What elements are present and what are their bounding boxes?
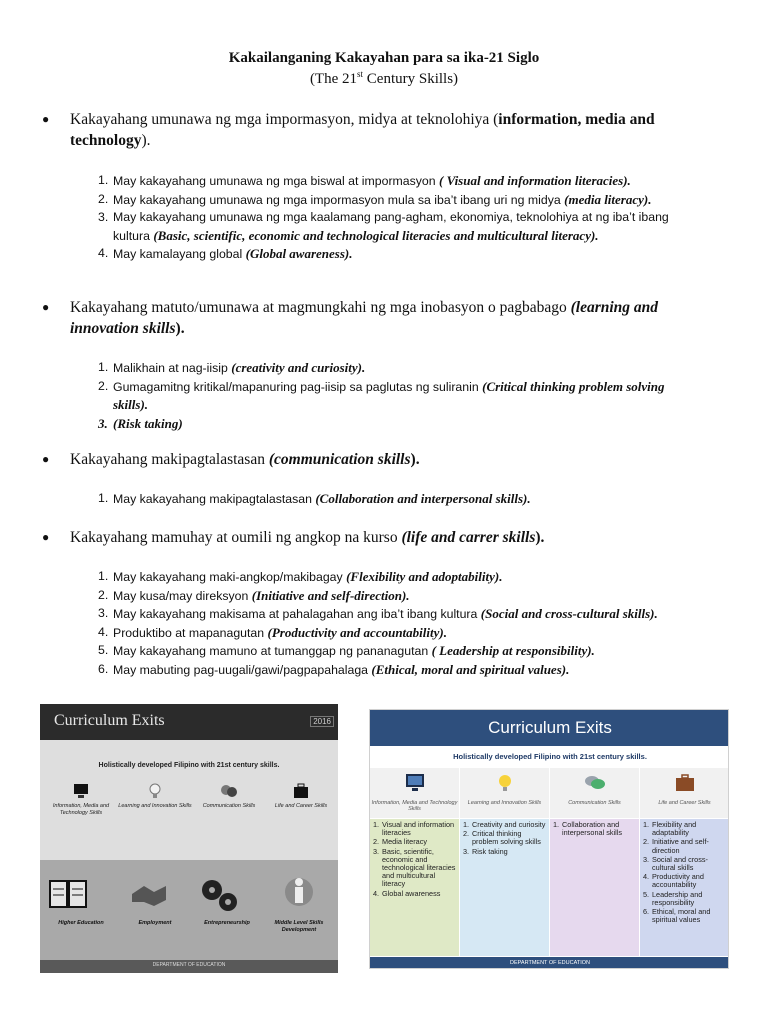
column-item-text: Ethical, moral and spiritual values [652, 907, 711, 925]
column-item-number: 2. [643, 837, 650, 847]
list-section-2 [98, 359, 728, 433]
column-item [643, 838, 727, 854]
column-item-text: Collaboration and interpersonal skills [562, 820, 623, 838]
column-item [643, 873, 727, 889]
column-item-text: Social and cross-cultural skills [652, 854, 708, 873]
figure-year-badge: 2016 [310, 716, 334, 727]
column-item-number: 1. [553, 820, 560, 829]
column-item-number: 4. [373, 888, 380, 898]
column-life-career [640, 768, 729, 956]
column-item-number: 6. [643, 907, 650, 917]
list-item: 6. May mabuting pag-uugali/gawi/pagpapahalaga (Ethical, moral and spiritual values). [98, 661, 570, 677]
gears-icon [200, 876, 240, 914]
column-item-text: Creativity and curiosity [472, 820, 546, 829]
column-item-text: Media literacy [382, 837, 428, 847]
speech-bubbles-icon [584, 772, 606, 794]
column-item [643, 821, 727, 837]
column-item [373, 838, 457, 846]
list-section-3 [98, 490, 728, 509]
figure-headline: Holistically developed Filipino with 21st century skills. [98, 762, 280, 769]
column-communication [550, 768, 639, 956]
exit-entrepreneurship: Entrepreneurship [204, 920, 250, 926]
figure-title: Curriculum Exits [54, 712, 165, 729]
column-item-number: 1. [643, 820, 650, 829]
section-heading: Kakayahang makipagtalastasan (communication skills). [70, 451, 420, 468]
column-item-number: 5. [643, 889, 650, 899]
column-information-media [370, 768, 459, 956]
list-item: 2. May kakayahang umunawa ng mga impormasyon mula sa iba’t ibang uri ng midya (media literacy). [98, 191, 652, 207]
bullet-icon: ● [42, 530, 50, 544]
list-item: 3. May kakayahang makisama at pahalagahan ang iba’t ibang kultura (Social and cross-cultural skills). [98, 606, 658, 621]
column-item-number: 3. [643, 854, 650, 864]
column-item [643, 856, 727, 872]
section-communication [42, 449, 722, 470]
section-heading: Kakayahang umunawa ng mga impormasyon, midya at teknolohiya (information, media and technology). [70, 111, 655, 149]
column-items [550, 819, 639, 956]
curriculum-exits-gray-figure [40, 704, 338, 973]
list-item: 3. May kakayahang umunawa ng mga kaalamang pang-agham, ekonomiya, teknolohiya at ng iba’t ibang kultura (Basic, scientific, economic and technological literacies and multicultural literacy). [98, 210, 669, 243]
bullet-icon: ● [42, 112, 50, 126]
column-item-number: 1. [373, 820, 380, 829]
section-learning-innovation [42, 297, 722, 339]
column-item [643, 891, 727, 907]
list-item: 4. Produktibo at mapanagutan (Productivity and accountability). [98, 624, 447, 640]
computer-icon [404, 772, 426, 794]
column-item [463, 848, 547, 856]
column-item-text: Initiative and self-direction [652, 837, 709, 855]
exit-employment: Employment [138, 920, 172, 926]
list-item: 1. May kakayahang maki-angkop/makibagay (Flexibility and adoptability). [98, 569, 503, 584]
list-item: 1. May kakayahang umunawa ng mga biswal at impormasyon ( Visual and information literacies). [98, 173, 631, 188]
column-header: Life and Career Skills [640, 768, 729, 818]
column-item-number: 2. [373, 837, 380, 847]
column-item-text: Global awareness [382, 888, 441, 898]
briefcase-icon [674, 772, 696, 794]
lightbulb-icon [494, 772, 516, 794]
list-item: 3. (Risk taking) [98, 415, 183, 431]
page-title: Kakailanganing Kakayahan para sa ika-21 Siglo [228, 50, 540, 66]
skill-life-career: Life and Career Skills [264, 782, 338, 810]
skill-information-media: Information, Media and Technology Skills [44, 782, 118, 816]
column-item-text: Risk taking [472, 846, 508, 856]
bullet-icon: ● [42, 300, 50, 314]
skill-learning-innovation: Learning and Innovation Skills [118, 782, 192, 810]
column-header: Learning and Innovation Skills [460, 768, 549, 818]
figure-footer: DEPARTMENT OF EDUCATION [370, 957, 729, 969]
column-item-number: 2. [463, 829, 470, 839]
list-item: 1. Malikhain at nag-iisip (creativity and curiosity). [98, 360, 366, 375]
book-icon [48, 877, 88, 911]
list-section-1 [98, 172, 728, 264]
list-item: 4. May kamalayang global (Global awareness). [98, 246, 353, 261]
list-item: 1. May kakayahang makipagtalastasan (Collaboration and interpersonal skills). [98, 491, 531, 506]
column-item [373, 890, 457, 898]
column-item [553, 821, 637, 837]
section-life-career [42, 527, 722, 548]
bullet-icon: ● [42, 452, 50, 466]
column-item [373, 821, 457, 837]
column-header: Information, Media and Technology Skills [370, 768, 459, 818]
computer-icon [72, 782, 90, 800]
column-learning-innovation [460, 768, 549, 956]
list-item: 2. Gumagamitng kritikal/mapanuring pag-iisip sa paglutas ng suliranin (Critical thinking problem solving skills). [98, 378, 665, 412]
lightbulb-icon [146, 782, 164, 800]
column-item-number: 4. [643, 872, 650, 882]
skill-communication: Communication Skills [192, 782, 266, 810]
briefcase-icon [292, 782, 310, 800]
speech-bubbles-icon [220, 782, 238, 800]
page-subtitle: (The 21st Century Skills) [309, 69, 459, 87]
column-items [370, 819, 459, 956]
column-item-text: Critical thinking problem solving skills [472, 829, 541, 847]
column-items [640, 819, 729, 956]
person-icon [284, 872, 314, 916]
handshake-icon [130, 880, 168, 910]
column-item [373, 848, 457, 889]
column-header: Communication Skills [550, 768, 639, 818]
column-item-text: Visual and information literacies [382, 820, 455, 838]
exit-higher-education: Higher Education [58, 920, 104, 926]
section-information-media-technology [42, 109, 722, 151]
column-item [463, 830, 547, 846]
column-item-number: 1. [463, 820, 470, 829]
column-item-number: 3. [463, 846, 470, 856]
column-items [460, 819, 549, 956]
figure-headline: Holistically developed Filipino with 21st century skills. [453, 752, 647, 761]
list-item: 2. May kusa/may direksyon (Initiative and self-direction). [98, 587, 410, 603]
figure-footer-label: DEPARTMENT OF EDUCATION [152, 962, 226, 968]
column-item-text: Leadership and responsibility [652, 889, 703, 907]
exit-middle-level-skills: Middle Level Skills Development [274, 920, 324, 933]
section-heading: Kakayahang mamuhay at oumili ng angkop na kurso (life and carrer skills). [70, 529, 545, 546]
list-item: 5. May kakayahang mamuno at tumanggap ng pananagutan ( Leadership at responsibility). [98, 643, 595, 658]
column-item [643, 908, 727, 924]
column-item-text: Productivity and accountability [652, 872, 704, 890]
column-item-text: Flexibility and adaptability [652, 820, 697, 838]
list-section-4 [98, 568, 728, 679]
curriculum-exits-color-figure [369, 709, 729, 969]
column-item-text: Basic, scientific, economic and technological literacies and multicultural literacy [382, 846, 456, 889]
section-heading: Kakayahang matuto/umunawa at magmungkahi ng mga inobasyon o pagbabago (learning and innovation skills). [70, 299, 659, 337]
column-item-number: 3. [373, 846, 380, 856]
column-item [463, 821, 547, 829]
figure-title: Curriculum Exits [370, 710, 729, 746]
